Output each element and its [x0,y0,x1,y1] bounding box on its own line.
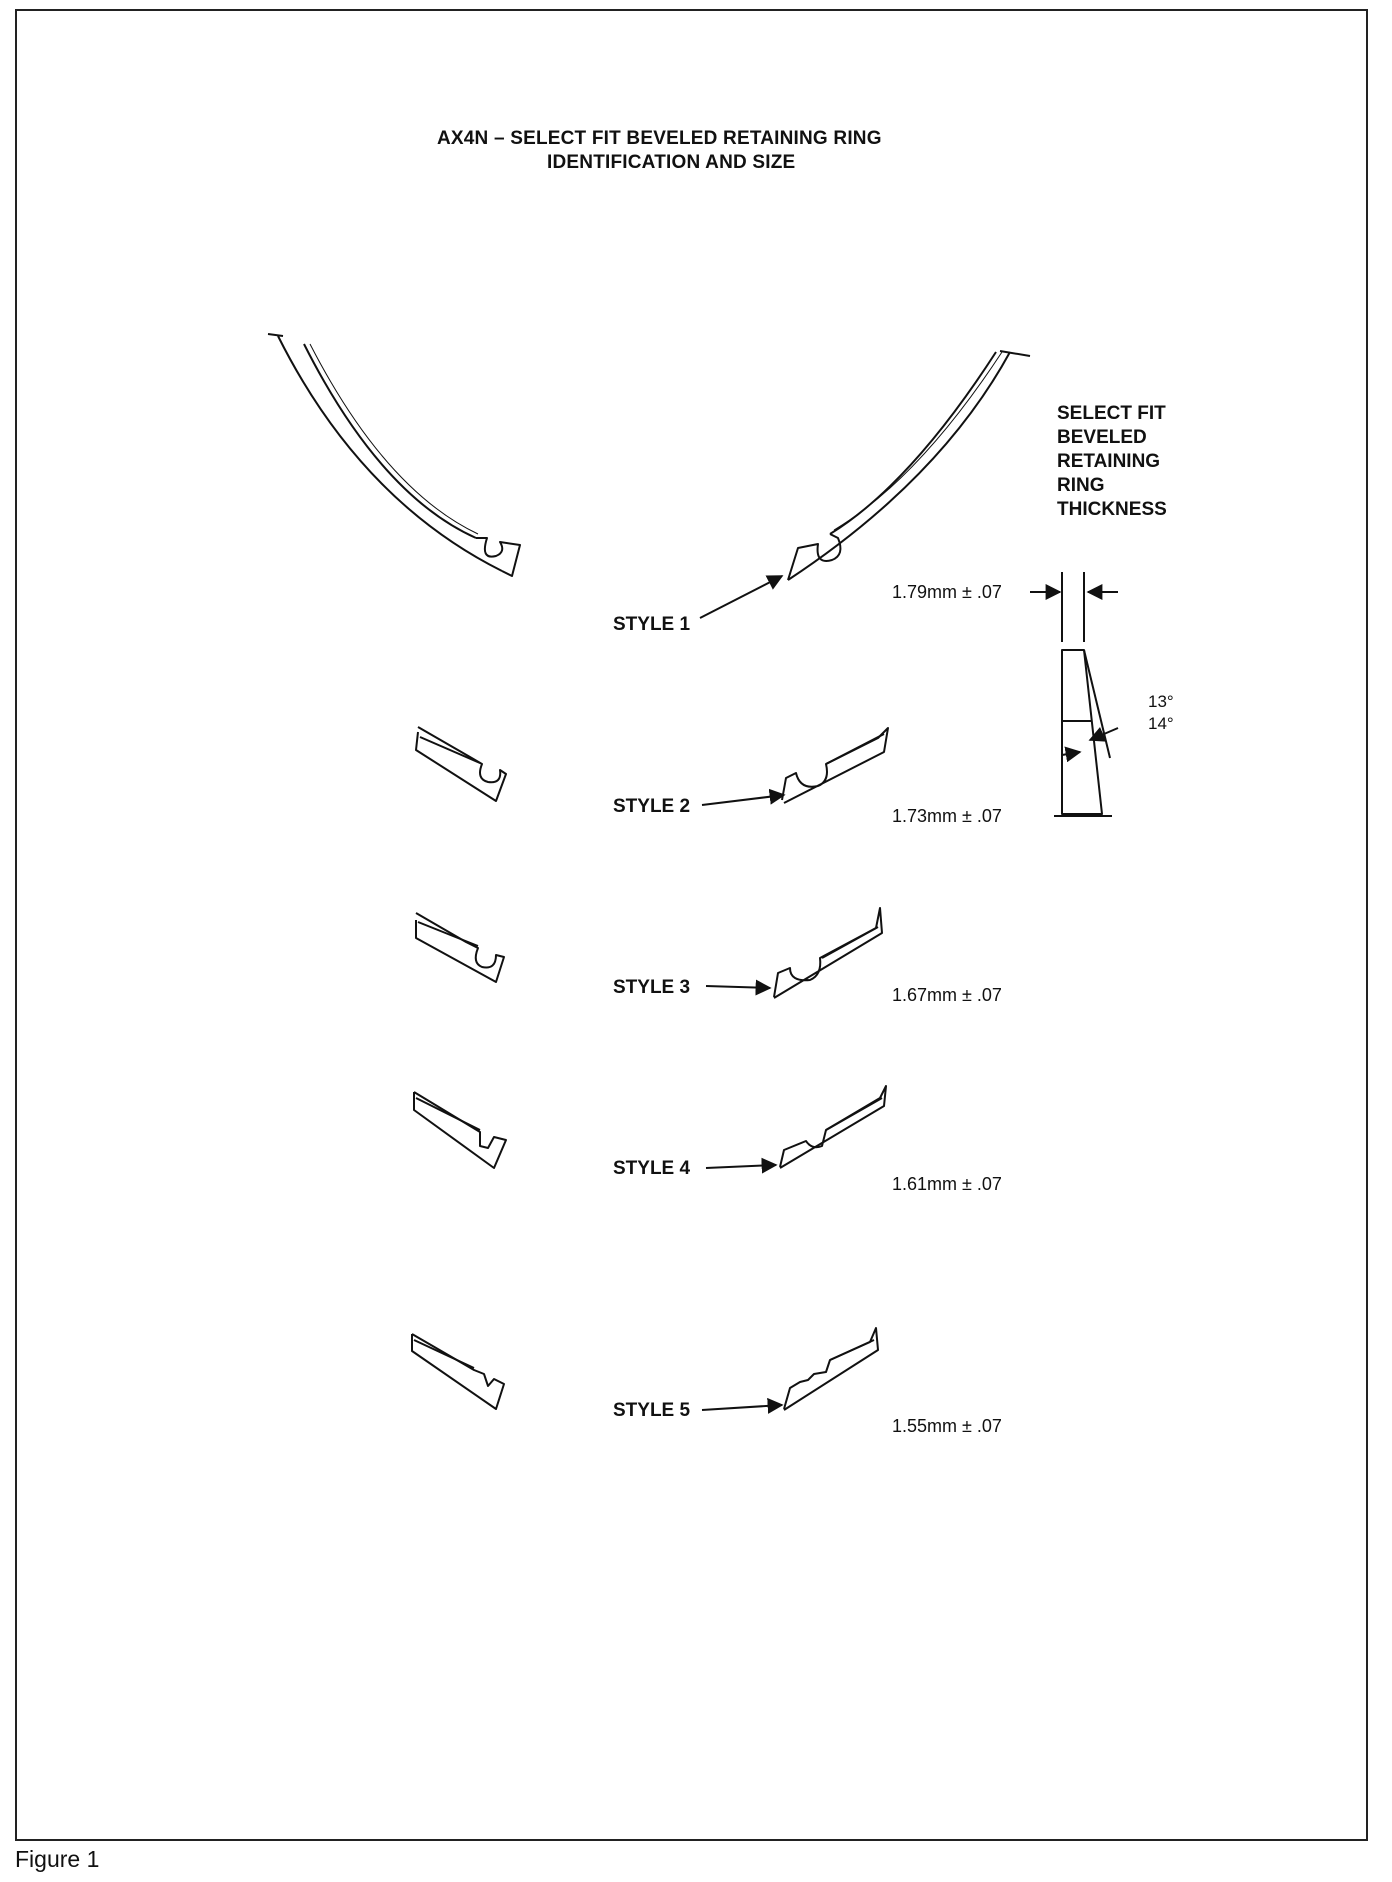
style-5-segments [412,1328,878,1410]
ring-arc-left [268,334,520,576]
style-2-arrow [702,795,784,805]
style-4-segments [414,1086,886,1168]
style-1-label: STYLE 1 [613,614,691,635]
side-label-line-5: THICKNESS [1057,499,1167,520]
angle-label-14: 14° [1148,714,1174,733]
style-1-arrow [700,576,782,618]
style-5-thickness: 1.55mm ± .07 [892,1416,1002,1436]
style-5-arrow [702,1405,782,1410]
ring-arc-right [788,351,1030,580]
figure-caption: Figure 1 [15,1846,100,1872]
style-3-thickness: 1.67mm ± .07 [892,985,1002,1005]
side-label-line-3: RETAINING [1057,451,1161,472]
side-label-line-1: SELECT FIT [1057,403,1166,424]
style-3-label: STYLE 3 [613,977,691,998]
diagram-title-line-1: AX4N – SELECT FIT BEVELED RETAINING RING [437,128,882,149]
style-1-thickness: 1.79mm ± .07 [892,582,1002,602]
style-4-arrow [706,1165,776,1168]
style-2-thickness: 1.73mm ± .07 [892,806,1002,826]
side-label-line-4: RING [1057,475,1105,496]
style-4-thickness: 1.61mm ± .07 [892,1174,1002,1194]
angle-label-13: 13° [1148,692,1174,711]
style-4-label: STYLE 4 [613,1158,691,1179]
style-3-arrow [706,986,770,988]
style-2-segments [416,727,888,803]
side-label-line-2: BEVELED [1057,427,1147,448]
diagram-title-line-2: IDENTIFICATION AND SIZE [547,152,796,173]
style-2-label: STYLE 2 [613,796,691,817]
ring-cross-section [1030,572,1118,816]
style-5-label: STYLE 5 [613,1400,691,1421]
